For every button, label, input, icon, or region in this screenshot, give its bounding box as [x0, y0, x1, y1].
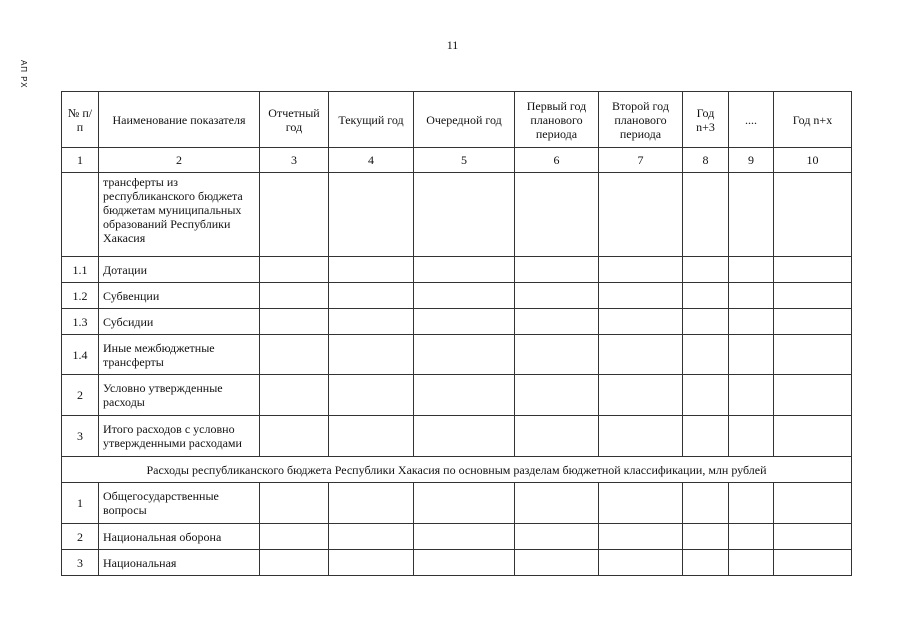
value-cell	[729, 375, 774, 416]
row-number-cell: 3	[62, 416, 99, 457]
value-cell	[260, 309, 329, 335]
row-number-cell: 3	[62, 550, 99, 576]
value-cell	[414, 257, 515, 283]
value-cell	[414, 524, 515, 550]
value-cell	[414, 309, 515, 335]
indicator-name-cell: Дотации	[99, 257, 260, 283]
column-number-cell: 4	[329, 148, 414, 173]
value-cell	[599, 550, 683, 576]
value-cell	[599, 375, 683, 416]
header-cell: Год n+x	[774, 92, 852, 148]
value-cell	[414, 416, 515, 457]
value-cell	[729, 483, 774, 524]
row-number-cell: 1.4	[62, 335, 99, 375]
table-row	[62, 524, 852, 550]
value-cell	[774, 335, 852, 375]
side-stamp: АП РХ	[19, 60, 28, 89]
header-cell: Наименование показателя	[99, 92, 260, 148]
indicator-name-cell: Общегосударственные вопросы	[99, 483, 260, 524]
value-cell	[329, 524, 414, 550]
value-cell	[599, 283, 683, 309]
indicator-name-cell: Национальная	[99, 550, 260, 576]
table-row	[62, 283, 852, 309]
row-number-cell: 2	[62, 375, 99, 416]
column-number-cell: 3	[260, 148, 329, 173]
value-cell	[329, 257, 414, 283]
indicator-name-cell: Национальная оборона	[99, 524, 260, 550]
value-cell	[599, 524, 683, 550]
table-row	[62, 335, 852, 375]
value-cell	[515, 309, 599, 335]
value-cell	[515, 173, 599, 257]
value-cell	[729, 416, 774, 457]
column-number-cell: 2	[99, 148, 260, 173]
indicator-name-cell: Иные межбюджетные трансферты	[99, 335, 260, 375]
value-cell	[515, 375, 599, 416]
value-cell	[683, 283, 729, 309]
value-cell	[729, 173, 774, 257]
indicator-name-cell: Итого расходов с условно утвержденными расходами	[99, 416, 260, 457]
header-cell: № п/п	[62, 92, 99, 148]
value-cell	[683, 309, 729, 335]
header-cell: Первый год планового периода	[515, 92, 599, 148]
column-number-cell: 5	[414, 148, 515, 173]
value-cell	[515, 416, 599, 457]
column-number-cell: 8	[683, 148, 729, 173]
value-cell	[774, 375, 852, 416]
value-cell	[515, 335, 599, 375]
value-cell	[599, 335, 683, 375]
value-cell	[329, 335, 414, 375]
header-cell: Отчетный год	[260, 92, 329, 148]
value-cell	[260, 173, 329, 257]
value-cell	[774, 550, 852, 576]
value-cell	[774, 524, 852, 550]
value-cell	[260, 416, 329, 457]
column-number-cell: 10	[774, 148, 852, 173]
value-cell	[414, 283, 515, 309]
value-cell	[260, 550, 329, 576]
section-row	[62, 457, 852, 483]
value-cell	[515, 283, 599, 309]
value-cell	[683, 375, 729, 416]
column-number-cell: 6	[515, 148, 599, 173]
table-row	[62, 173, 852, 257]
column-number-row	[62, 148, 852, 173]
value-cell	[729, 309, 774, 335]
budget-table	[61, 91, 852, 576]
value-cell	[329, 483, 414, 524]
indicator-name-cell: Субсидии	[99, 309, 260, 335]
value-cell	[260, 283, 329, 309]
value-cell	[683, 173, 729, 257]
value-cell	[729, 524, 774, 550]
value-cell	[260, 483, 329, 524]
value-cell	[414, 335, 515, 375]
section-title: Расходы республиканского бюджета Республики Хакасия по основным разделам бюджетной классификации, млн рублей	[62, 457, 852, 483]
table-row	[62, 375, 852, 416]
row-number-cell: 1.1	[62, 257, 99, 283]
value-cell	[683, 524, 729, 550]
header-cell: ....	[729, 92, 774, 148]
row-number-cell	[62, 173, 99, 257]
value-cell	[260, 375, 329, 416]
value-cell	[329, 173, 414, 257]
table-row	[62, 416, 852, 457]
value-cell	[329, 283, 414, 309]
value-cell	[329, 309, 414, 335]
value-cell	[683, 483, 729, 524]
value-cell	[599, 309, 683, 335]
column-number-cell: 9	[729, 148, 774, 173]
indicator-name-cell: Условно утвержденные расходы	[99, 375, 260, 416]
value-cell	[683, 257, 729, 283]
value-cell	[329, 375, 414, 416]
header-cell: Текущий год	[329, 92, 414, 148]
value-cell	[260, 524, 329, 550]
value-cell	[683, 550, 729, 576]
value-cell	[774, 483, 852, 524]
page-number: 11	[446, 38, 459, 52]
column-number-cell: 7	[599, 148, 683, 173]
value-cell	[414, 173, 515, 257]
value-cell	[729, 550, 774, 576]
value-cell	[774, 173, 852, 257]
value-cell	[599, 257, 683, 283]
value-cell	[414, 375, 515, 416]
value-cell	[729, 335, 774, 375]
value-cell	[729, 257, 774, 283]
value-cell	[414, 550, 515, 576]
value-cell	[414, 483, 515, 524]
table-row	[62, 257, 852, 283]
indicator-name-cell: Субвенции	[99, 283, 260, 309]
value-cell	[599, 483, 683, 524]
indicator-name-cell: трансферты из республиканского бюджета бюджетам муниципальных образований Республики Хакасия	[99, 173, 260, 257]
header-cell: Очередной год	[414, 92, 515, 148]
value-cell	[515, 550, 599, 576]
table-row	[62, 483, 852, 524]
value-cell	[515, 524, 599, 550]
row-number-cell: 2	[62, 524, 99, 550]
table-body	[62, 92, 852, 576]
row-number-cell: 1.3	[62, 309, 99, 335]
value-cell	[599, 173, 683, 257]
value-cell	[774, 416, 852, 457]
value-cell	[683, 335, 729, 375]
value-cell	[599, 416, 683, 457]
header-cell: Год n+3	[683, 92, 729, 148]
header-row	[62, 92, 852, 148]
value-cell	[774, 257, 852, 283]
table-row	[62, 550, 852, 576]
value-cell	[774, 309, 852, 335]
value-cell	[329, 550, 414, 576]
value-cell	[683, 416, 729, 457]
table-row	[62, 309, 852, 335]
column-number-cell: 1	[62, 148, 99, 173]
header-cell: Второй год планового периода	[599, 92, 683, 148]
row-number-cell: 1	[62, 483, 99, 524]
value-cell	[260, 335, 329, 375]
row-number-cell: 1.2	[62, 283, 99, 309]
value-cell	[515, 483, 599, 524]
value-cell	[329, 416, 414, 457]
value-cell	[260, 257, 329, 283]
value-cell	[515, 257, 599, 283]
value-cell	[729, 283, 774, 309]
value-cell	[774, 283, 852, 309]
